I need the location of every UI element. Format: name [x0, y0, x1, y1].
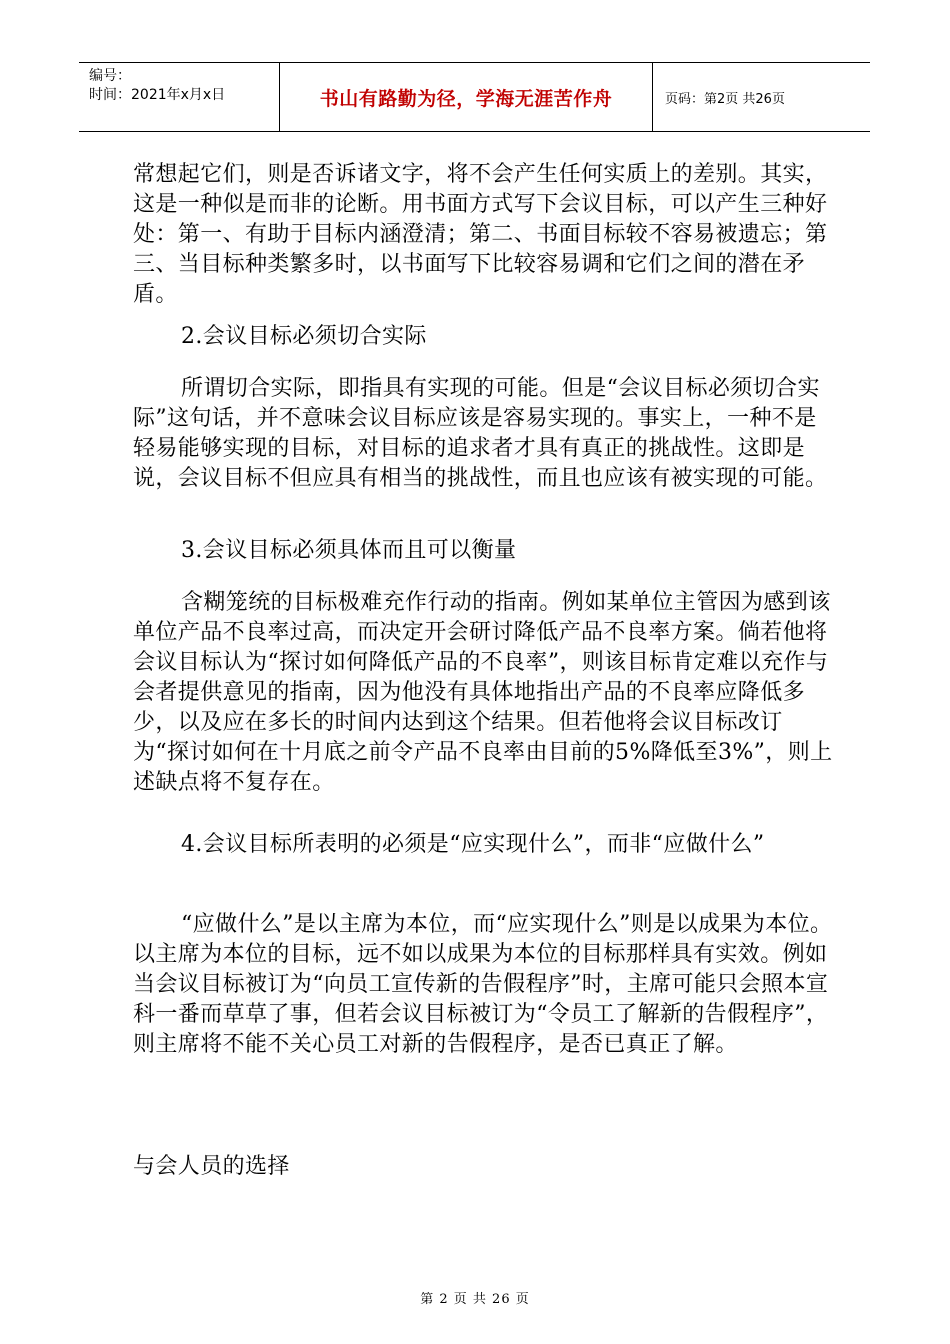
paragraph-measurable-goals: 含糊笼统的目标极难充作行动的指南。例如某单位主管因为感到该单位产品不良率过高，而决定开会研讨降低产品不良率方案。倘若他将会议目标认为“探讨如何降低产品的不良率”，则该目标肯定难以充作与会者提供意见的指南，因为他没有具体地指出产品的不良率应降低多少，以及应在多长的时间内达到这个结果。但若他将会议目标改订为“探讨如何在十月底之前令产品不良率由目前的5%降低至3%”，则上述缺点将不复存在。 [133, 590, 833, 795]
serial-label: 编号： [89, 68, 131, 84]
paragraph-continuation: 常想起它们，则是否诉诸文字，将不会产生任何实质上的差别。其实，这是一种似是而非的论断。用书面方式写下会议目标，可以产生三种好处：第一、有助于目标内涵澄清；第二、书面目标较不容易被遗忘；第三、当目标种类繁多时，以书面写下比较容易调和它们之间的潜在矛盾。 [133, 162, 828, 307]
time-label: 时间：2021年x月x日 [89, 87, 226, 103]
section-heading-4: 4.会议目标所表明的必须是“应实现什么”，而非“应做什么” [181, 832, 765, 857]
section-heading-2: 2.会议目标必须切合实际 [181, 324, 427, 349]
page-footer: 第 2 页 共 26 页 [420, 1292, 530, 1307]
section-heading-participants: 与会人员的选择 [133, 1154, 290, 1179]
header-page-info: 页码：第2页 共26页 [665, 91, 785, 107]
header-table [79, 62, 870, 132]
header-motto: 书山有路勤为径，学海无涯苦作舟 [280, 63, 653, 131]
paragraph-outcome-goals: “应做什么”是以主席为本位，而“应实现什么”则是以成果为本位。以主席为本位的目标，远不如以成果为本位的目标那样具有实效。例如当会议目标被订为“向员工宣传新的告假程序”时，主席可能只会照本宣科一番而草草了事，但若会议目标被订为“令员工了解新的告假程序”，则主席将不能不关心员工对新的告假程序，是否已真正了解。 [133, 912, 833, 1057]
paragraph-realistic-goals: 所谓切合实际，即指具有实现的可能。但是“会议目标必须切合实际”这句话，并不意味会议目标应该是容易实现的。事实上，一种不是轻易能够实现的目标，对目标的追求者才具有真正的挑战性。这即是说，会议目标不但应具有相当的挑战性，而且也应该有被实现的可能。 [133, 376, 828, 491]
header-meta-cell [79, 63, 280, 131]
section-heading-3: 3.会议目标必须具体而且可以衡量 [181, 538, 517, 563]
